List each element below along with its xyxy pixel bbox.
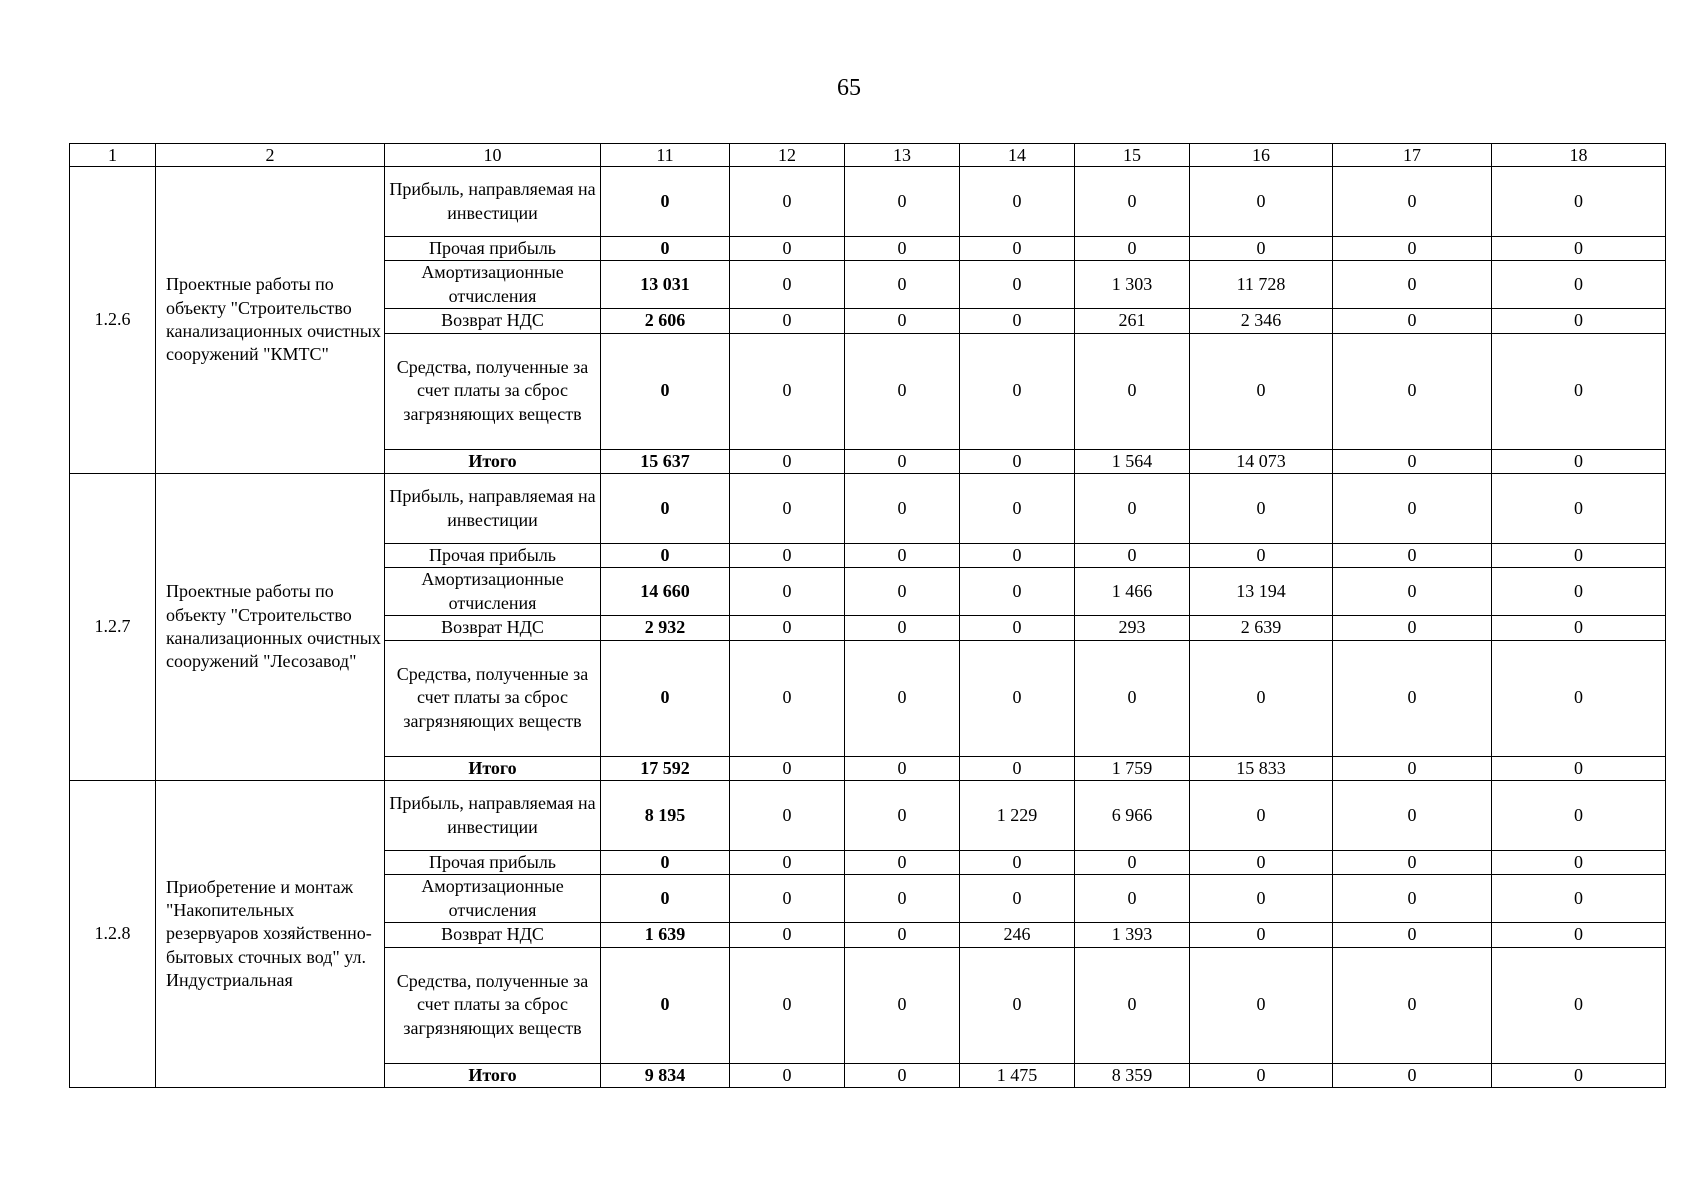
funding-source: Амортизационные отчисления (385, 875, 601, 923)
period-value: 0 (960, 333, 1075, 449)
period-value: 0 (845, 167, 960, 237)
period-value: 0 (1190, 781, 1333, 851)
item-name: Проектные работы по объекту "Строительство канализационных очистных сооружений "КМТС" (156, 167, 385, 474)
total-value: 14 660 (601, 568, 730, 616)
period-value: 0 (1190, 851, 1333, 875)
period-value: 0 (1190, 167, 1333, 237)
period-value: 0 (845, 781, 960, 851)
period-value: 0 (960, 756, 1075, 780)
period-value: 1 759 (1075, 756, 1190, 780)
period-value: 1 229 (960, 781, 1075, 851)
total-value: 15 637 (601, 449, 730, 473)
period-value: 293 (1075, 616, 1190, 640)
period-value: 0 (1190, 875, 1333, 923)
total-value: 0 (601, 947, 730, 1063)
period-value: 0 (730, 640, 845, 756)
total-value: 2 606 (601, 309, 730, 333)
funding-source: Амортизационные отчисления (385, 261, 601, 309)
period-value: 0 (730, 781, 845, 851)
period-value: 0 (1492, 875, 1666, 923)
period-value: 1 466 (1075, 568, 1190, 616)
item-code: 1.2.8 (70, 781, 156, 1088)
period-value: 0 (1333, 1063, 1492, 1087)
total-label: Итого (385, 449, 601, 473)
period-value: 0 (1333, 333, 1492, 449)
period-value: 0 (730, 237, 845, 261)
period-value: 0 (845, 568, 960, 616)
funding-source: Средства, полученные за счет платы за сброс загрязняющих веществ (385, 333, 601, 449)
period-value: 0 (960, 449, 1075, 473)
item-code: 1.2.6 (70, 167, 156, 474)
period-value: 11 728 (1190, 261, 1333, 309)
period-value: 0 (1190, 333, 1333, 449)
period-value: 0 (1333, 309, 1492, 333)
period-value: 0 (1333, 640, 1492, 756)
total-value: 0 (601, 167, 730, 237)
period-value: 0 (1492, 923, 1666, 947)
period-value: 0 (1190, 544, 1333, 568)
page-number: 65 (837, 75, 861, 101)
period-value: 0 (1075, 474, 1190, 544)
period-value: 0 (960, 167, 1075, 237)
period-value: 0 (1190, 947, 1333, 1063)
funding-source: Средства, полученные за счет платы за сброс загрязняющих веществ (385, 640, 601, 756)
period-value: 0 (730, 616, 845, 640)
period-value: 0 (1333, 474, 1492, 544)
period-value: 0 (845, 544, 960, 568)
period-value: 0 (845, 923, 960, 947)
period-value: 0 (730, 756, 845, 780)
period-value: 0 (1333, 237, 1492, 261)
funding-source: Прибыль, направляемая на инвестиции (385, 474, 601, 544)
item-name: Проектные работы по объекту "Строительство канализационных очистных сооружений "Лесозавод" (156, 474, 385, 781)
header-cell: 16 (1190, 144, 1333, 167)
period-value: 8 359 (1075, 1063, 1190, 1087)
period-value: 0 (1075, 237, 1190, 261)
period-value: 0 (730, 851, 845, 875)
period-value: 0 (1075, 333, 1190, 449)
header-cell: 2 (156, 144, 385, 167)
funding-source: Прочая прибыль (385, 544, 601, 568)
period-value: 1 393 (1075, 923, 1190, 947)
period-value: 0 (845, 947, 960, 1063)
period-value: 0 (1333, 261, 1492, 309)
period-value: 0 (845, 756, 960, 780)
period-value: 0 (845, 851, 960, 875)
period-value: 0 (1492, 568, 1666, 616)
period-value: 0 (730, 1063, 845, 1087)
total-value: 0 (601, 875, 730, 923)
period-value: 0 (1075, 167, 1190, 237)
period-value: 0 (1333, 923, 1492, 947)
total-value: 17 592 (601, 756, 730, 780)
period-value: 0 (1190, 923, 1333, 947)
funding-table (69, 143, 1666, 1088)
funding-source: Прибыль, направляемая на инвестиции (385, 781, 601, 851)
total-value: 2 932 (601, 616, 730, 640)
period-value: 0 (1492, 640, 1666, 756)
period-value: 0 (1333, 756, 1492, 780)
total-value: 0 (601, 640, 730, 756)
period-value: 0 (1075, 640, 1190, 756)
period-value: 0 (1333, 781, 1492, 851)
total-value: 0 (601, 474, 730, 544)
period-value: 0 (960, 568, 1075, 616)
period-value: 0 (960, 851, 1075, 875)
item-code: 1.2.7 (70, 474, 156, 781)
period-value: 2 639 (1190, 616, 1333, 640)
period-value: 0 (1492, 449, 1666, 473)
period-value: 1 475 (960, 1063, 1075, 1087)
period-value: 0 (1492, 616, 1666, 640)
total-value: 8 195 (601, 781, 730, 851)
period-value: 0 (730, 544, 845, 568)
period-value: 0 (960, 544, 1075, 568)
period-value: 0 (1333, 947, 1492, 1063)
header-cell: 17 (1333, 144, 1492, 167)
period-value: 0 (1492, 167, 1666, 237)
period-value: 0 (1190, 1063, 1333, 1087)
period-value: 0 (960, 947, 1075, 1063)
period-value: 0 (960, 237, 1075, 261)
funding-source: Прибыль, направляемая на инвестиции (385, 167, 601, 237)
period-value: 0 (1492, 309, 1666, 333)
period-value: 0 (730, 449, 845, 473)
period-value: 2 346 (1190, 309, 1333, 333)
period-value: 0 (1190, 640, 1333, 756)
period-value: 0 (845, 616, 960, 640)
table-row (70, 474, 1666, 544)
period-value: 246 (960, 923, 1075, 947)
period-value: 0 (1333, 544, 1492, 568)
period-value: 6 966 (1075, 781, 1190, 851)
funding-source: Возврат НДС (385, 923, 601, 947)
total-value: 9 834 (601, 1063, 730, 1087)
period-value: 0 (960, 616, 1075, 640)
period-value: 1 303 (1075, 261, 1190, 309)
period-value: 13 194 (1190, 568, 1333, 616)
period-value: 0 (730, 923, 845, 947)
header-cell: 13 (845, 144, 960, 167)
period-value: 0 (1190, 237, 1333, 261)
period-value: 0 (730, 167, 845, 237)
total-value: 0 (601, 333, 730, 449)
header-cell: 18 (1492, 144, 1666, 167)
header-cell: 11 (601, 144, 730, 167)
period-value: 0 (1190, 474, 1333, 544)
period-value: 0 (1075, 851, 1190, 875)
header-cell: 10 (385, 144, 601, 167)
table-row (70, 167, 1666, 237)
total-value: 0 (601, 851, 730, 875)
period-value: 0 (730, 947, 845, 1063)
period-value: 0 (1333, 616, 1492, 640)
total-value: 0 (601, 237, 730, 261)
period-value: 0 (1492, 756, 1666, 780)
total-value: 13 031 (601, 261, 730, 309)
period-value: 0 (1075, 875, 1190, 923)
period-value: 0 (1492, 544, 1666, 568)
period-value: 0 (1492, 1063, 1666, 1087)
total-label: Итого (385, 1063, 601, 1087)
period-value: 0 (1492, 851, 1666, 875)
period-value: 0 (960, 875, 1075, 923)
period-value: 0 (845, 1063, 960, 1087)
period-value: 0 (845, 309, 960, 333)
total-value: 1 639 (601, 923, 730, 947)
header-cell: 15 (1075, 144, 1190, 167)
period-value: 0 (1333, 851, 1492, 875)
period-value: 0 (730, 309, 845, 333)
period-value: 0 (1333, 875, 1492, 923)
period-value: 15 833 (1190, 756, 1333, 780)
total-value: 0 (601, 544, 730, 568)
period-value: 0 (1333, 568, 1492, 616)
period-value: 0 (730, 333, 845, 449)
header-row (70, 144, 1666, 167)
period-value: 0 (1492, 237, 1666, 261)
period-value: 0 (1492, 333, 1666, 449)
period-value: 0 (845, 333, 960, 449)
funding-source: Амортизационные отчисления (385, 568, 601, 616)
period-value: 0 (1492, 261, 1666, 309)
period-value: 1 564 (1075, 449, 1190, 473)
period-value: 0 (1492, 781, 1666, 851)
period-value: 0 (1492, 474, 1666, 544)
total-label: Итого (385, 756, 601, 780)
period-value: 0 (730, 568, 845, 616)
period-value: 0 (845, 474, 960, 544)
funding-source: Возврат НДС (385, 616, 601, 640)
period-value: 0 (1333, 167, 1492, 237)
table-row (70, 781, 1666, 851)
period-value: 0 (1075, 947, 1190, 1063)
period-value: 0 (960, 261, 1075, 309)
header-cell: 12 (730, 144, 845, 167)
period-value: 0 (960, 640, 1075, 756)
period-value: 0 (1075, 544, 1190, 568)
funding-source: Прочая прибыль (385, 237, 601, 261)
item-name: Приобретение и монтаж "Накопительных резервуаров хозяйственно-бытовых сточных вод" ул. Индустриальная (156, 781, 385, 1088)
period-value: 0 (845, 640, 960, 756)
header-cell: 1 (70, 144, 156, 167)
period-value: 0 (960, 309, 1075, 333)
period-value: 0 (960, 474, 1075, 544)
funding-source: Средства, полученные за счет платы за сброс загрязняющих веществ (385, 947, 601, 1063)
period-value: 14 073 (1190, 449, 1333, 473)
period-value: 0 (845, 449, 960, 473)
period-value: 0 (730, 474, 845, 544)
header-cell: 14 (960, 144, 1075, 167)
period-value: 0 (1333, 449, 1492, 473)
period-value: 0 (845, 875, 960, 923)
period-value: 261 (1075, 309, 1190, 333)
period-value: 0 (845, 237, 960, 261)
period-value: 0 (1492, 947, 1666, 1063)
period-value: 0 (845, 261, 960, 309)
funding-source: Возврат НДС (385, 309, 601, 333)
period-value: 0 (730, 875, 845, 923)
funding-source: Прочая прибыль (385, 851, 601, 875)
period-value: 0 (730, 261, 845, 309)
